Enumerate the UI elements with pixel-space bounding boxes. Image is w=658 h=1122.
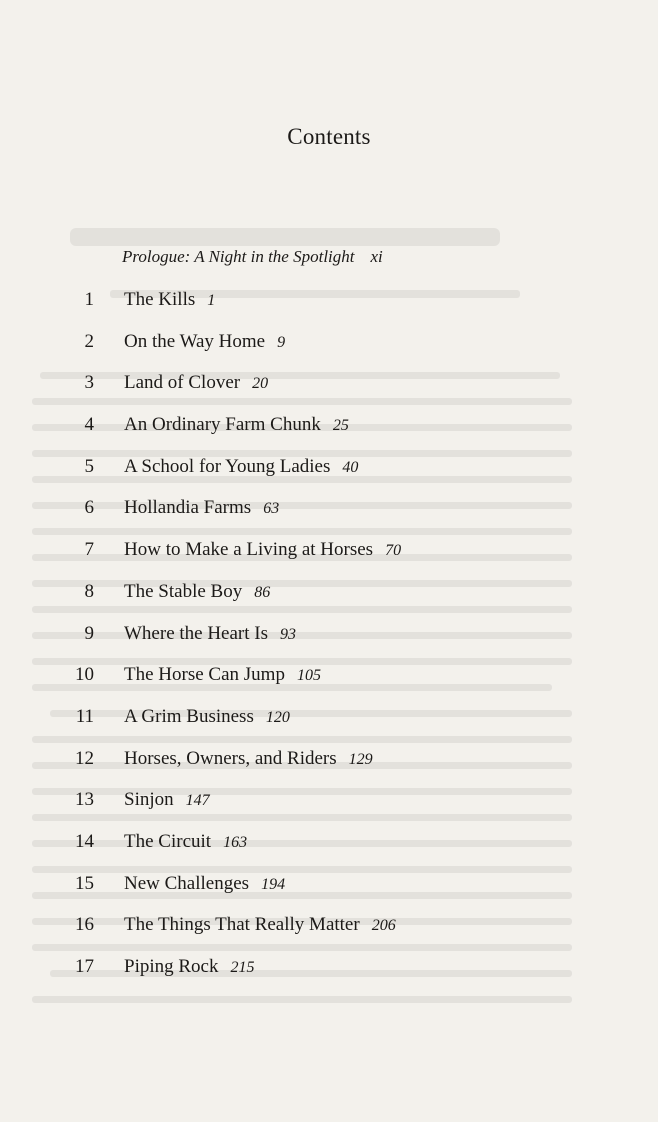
chapter-entry xyxy=(0,868,658,910)
chapter-entry xyxy=(0,492,658,534)
chapter-entry xyxy=(0,909,658,951)
chapter-entry xyxy=(0,784,658,826)
chapter-title: Piping Rock xyxy=(124,956,219,977)
chapter-entry xyxy=(0,326,658,368)
chapter-title: How to Make a Living at Horses xyxy=(124,539,374,561)
chapter-list xyxy=(0,284,658,993)
chapter-number: 10 xyxy=(75,664,94,686)
chapter-title: The Horse Can Jump xyxy=(124,664,285,686)
chapter-title: The Stable Boy xyxy=(124,580,243,602)
chapter-page-number: 163 xyxy=(223,833,248,851)
chapter-page-number: 86 xyxy=(254,583,271,601)
chapter-number: 13 xyxy=(75,789,94,811)
chapter-number: 7 xyxy=(84,539,94,561)
chapter-page-number: 105 xyxy=(296,667,321,685)
chapter-page-number: 9 xyxy=(277,333,286,351)
chapter-entry xyxy=(0,576,658,618)
chapter-title: New Challenges xyxy=(124,872,250,894)
chapter-page-number: 194 xyxy=(261,875,286,893)
chapter-number: 12 xyxy=(75,747,94,769)
chapter-page-number: 93 xyxy=(280,625,297,643)
chapter-title: A Grim Business xyxy=(124,705,254,727)
chapter-entry xyxy=(0,659,658,701)
chapter-number: 11 xyxy=(75,705,94,727)
chapter-title: An Ordinary Farm Chunk xyxy=(124,414,321,436)
chapter-title: A School for Young Ladies xyxy=(124,455,331,477)
chapter-entry xyxy=(0,743,658,785)
chapter-entry xyxy=(0,284,658,326)
chapter-number: 8 xyxy=(84,580,94,602)
chapter-number: 17 xyxy=(75,956,94,977)
chapter-page-number: 40 xyxy=(342,458,359,476)
chapter-entry xyxy=(0,618,658,660)
chapter-number: 5 xyxy=(84,455,94,477)
chapter-page-number: 147 xyxy=(185,792,210,810)
chapter-page-number: 1 xyxy=(207,292,216,309)
chapter-title: Land of Clover xyxy=(124,372,241,394)
chapter-number: 15 xyxy=(75,872,94,894)
chapter-title: Horses, Owners, and Riders xyxy=(124,747,337,769)
chapter-page-number: 120 xyxy=(265,708,290,726)
chapter-number: 16 xyxy=(75,914,94,936)
prologue-entry xyxy=(122,247,383,267)
chapter-number: 14 xyxy=(75,830,94,852)
chapter-title: The Things That Really Matter xyxy=(124,914,360,936)
chapter-entry xyxy=(0,409,658,451)
chapter-entry xyxy=(0,701,658,743)
chapter-page-number: 20 xyxy=(252,375,269,393)
chapter-title: The Circuit xyxy=(124,830,212,852)
chapter-title: Sinjon xyxy=(124,789,174,811)
chapter-title: The Kills xyxy=(124,289,196,310)
chapter-entry xyxy=(0,826,658,868)
prologue-page-number: xi xyxy=(370,247,383,266)
chapter-entry xyxy=(0,534,658,576)
chapter-page-number: 25 xyxy=(332,417,349,435)
prologue-title: Prologue: A Night in the Spotlight xyxy=(122,247,355,266)
chapter-page-number: 215 xyxy=(230,959,255,976)
chapter-page-number: 63 xyxy=(263,500,280,518)
chapter-entry xyxy=(0,367,658,409)
chapter-title: On the Way Home xyxy=(124,330,266,352)
chapter-number: 2 xyxy=(84,330,94,352)
chapter-entry xyxy=(0,951,658,993)
chapter-number: 3 xyxy=(84,372,94,394)
chapter-number: 9 xyxy=(84,622,94,644)
chapter-number: 4 xyxy=(84,414,94,436)
chapter-number: 1 xyxy=(84,289,94,310)
chapter-entry xyxy=(0,451,658,493)
chapter-number: 6 xyxy=(84,497,94,519)
chapter-page-number: 70 xyxy=(385,542,402,560)
page-title: Contents xyxy=(287,124,371,149)
chapter-page-number: 206 xyxy=(371,917,396,935)
chapter-title: Hollandia Farms xyxy=(124,497,252,519)
chapter-title: Where the Heart Is xyxy=(124,622,269,644)
chapter-page-number: 129 xyxy=(348,750,373,768)
